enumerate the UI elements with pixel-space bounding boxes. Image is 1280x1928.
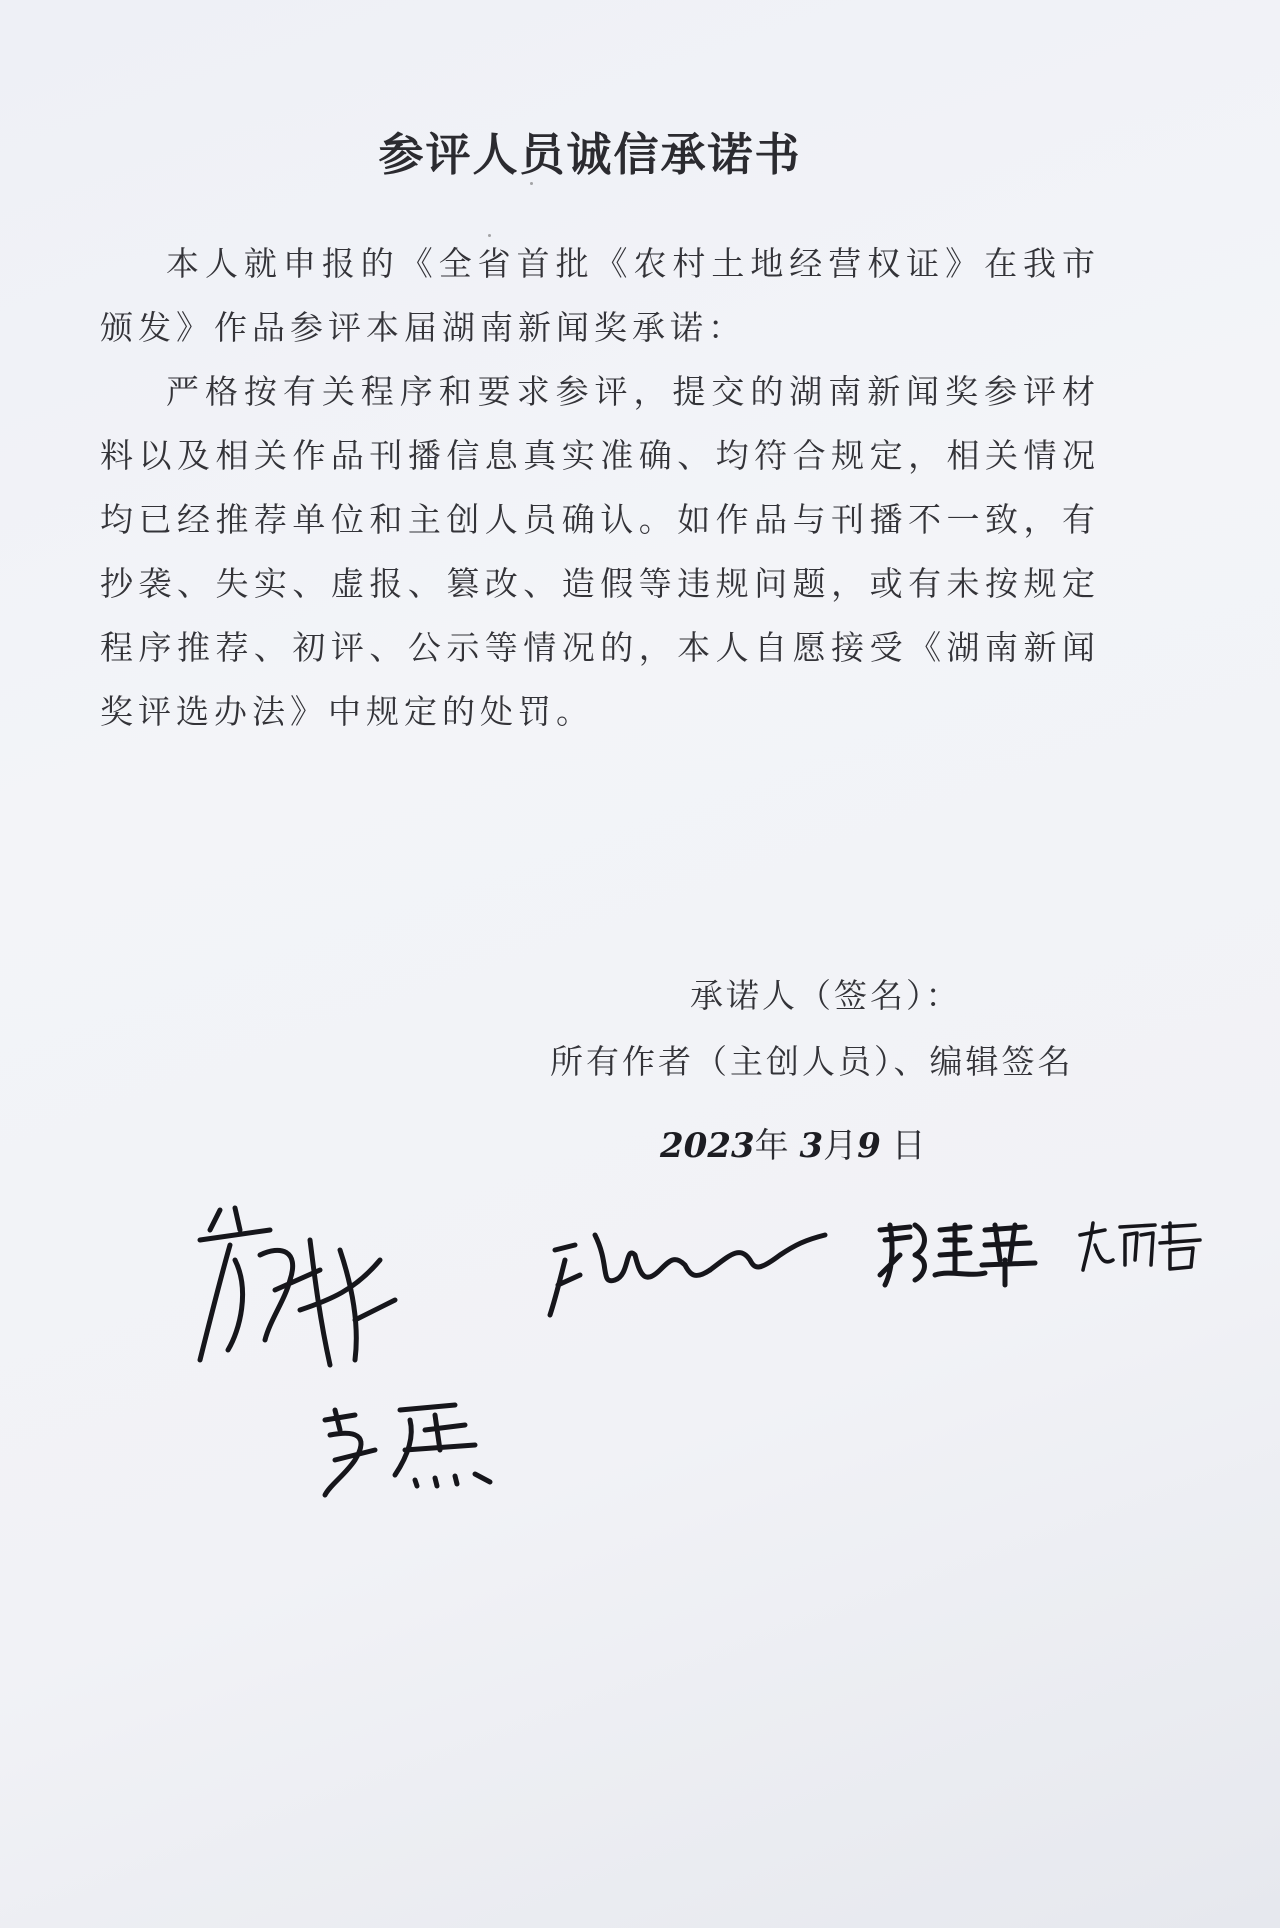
- date-day-char: 日: [891, 1126, 926, 1166]
- signature-block: [540, 963, 1160, 1095]
- date-month-handwritten: 3: [799, 1126, 824, 1166]
- commitment-paragraph: 严格按有关程序和要求参评，提交的湖南新闻奖参评材料以及相关作品刊播信息真实准确、均符合规定，相关情况均已经推荐单位和主创人员确认。如作品与刊播不一致，有抄袭、失实、虚报、篡改、造假等违规问题，或有未按规定程序推荐、初评、公示等情况的，本人自愿接受《湖南新闻奖评选办法》中规定的处罚。: [100, 372, 1100, 731]
- handwritten-signature-5: [1075, 1215, 1205, 1275]
- date-year-handwritten: 2023: [660, 1126, 755, 1166]
- paper-speck: [530, 182, 533, 185]
- document-body: [100, 232, 1100, 744]
- date-line: [660, 1118, 926, 1167]
- date-day-handwritten: 9: [857, 1126, 881, 1166]
- document-title: 参评人员诚信承诺书: [378, 128, 802, 181]
- date-month-char: 月: [823, 1126, 858, 1166]
- intro-paragraph: 本人就申报的《全省首批《农村土地经营权证》在我市颁发》作品参评本届湖南新闻奖承诺：: [100, 244, 1100, 347]
- date-year-char: 年: [754, 1126, 789, 1166]
- handwritten-signature-2: [315, 1390, 505, 1500]
- handwritten-signature-4: [870, 1215, 1040, 1295]
- handwritten-signature-1: [180, 1200, 400, 1380]
- signature-note: 所有作者（主创人员）、编辑签名: [550, 1042, 1074, 1081]
- signature-label: 承诺人（签名）：: [690, 976, 962, 1015]
- handwritten-signature-3: [540, 1215, 830, 1325]
